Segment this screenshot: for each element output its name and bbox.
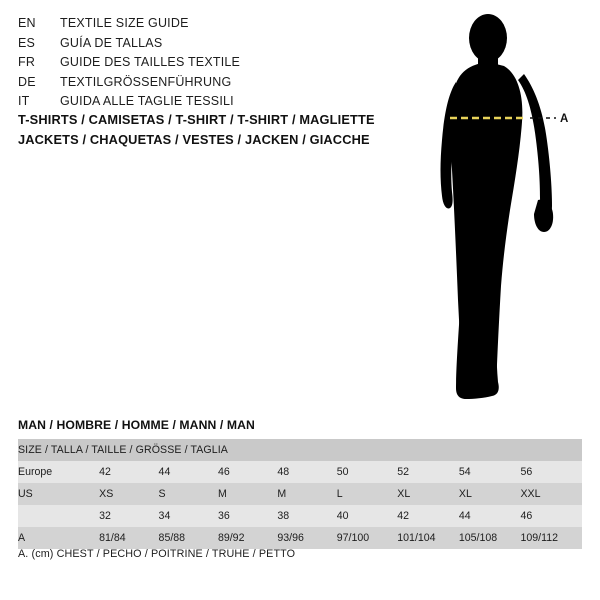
row-label: US	[18, 483, 99, 505]
row-cell: 52	[397, 461, 459, 483]
language-code: DE	[18, 74, 36, 89]
row-cell: S	[159, 483, 218, 505]
row-cell: 105/108	[459, 527, 521, 549]
row-cell: XL	[459, 483, 521, 505]
row-cell: 32	[99, 505, 158, 527]
language-text: GUÍA DE TALLAS	[60, 35, 163, 50]
language-code: IT	[18, 94, 30, 108]
table-header-spacer	[459, 439, 521, 461]
language-list	[18, 14, 348, 112]
language-row	[18, 34, 348, 54]
row-cell: 34	[159, 505, 218, 527]
measurement-label-a: A	[560, 113, 569, 125]
row-cell: L	[337, 483, 398, 505]
row-cell: 46	[218, 461, 277, 483]
table-row	[18, 483, 582, 505]
language-row	[18, 92, 348, 112]
language-row	[18, 53, 348, 73]
row-label: Europe	[18, 461, 99, 483]
table-header-spacer	[277, 439, 336, 461]
table-row	[18, 461, 582, 483]
language-text: GUIDE DES TAILLES TEXTILE	[60, 55, 241, 69]
row-cell: 46	[520, 505, 582, 527]
language-text: TEXTILGRÖSSENFÜHRUNG	[60, 74, 232, 89]
language-code: FR	[18, 55, 36, 69]
language-text: GUIDA ALLE TAGLIE TESSILI	[60, 94, 234, 108]
row-cell: 50	[337, 461, 398, 483]
row-cell: 93/96	[277, 527, 336, 549]
table-header-spacer	[520, 439, 582, 461]
silhouette-icon	[400, 10, 600, 410]
table-header-label: SIZE / TALLA / TAILLE / GRÖSSE / TAGLIA	[18, 439, 277, 461]
table-header-spacer	[397, 439, 459, 461]
row-cell: 40	[337, 505, 398, 527]
row-label	[18, 505, 99, 527]
row-cell: 54	[459, 461, 521, 483]
row-cell: 44	[459, 505, 521, 527]
table-title: MAN / HOMBRE / HOMME / MANN / MAN	[18, 418, 255, 432]
language-code: EN	[18, 16, 36, 30]
row-cell: XS	[99, 483, 158, 505]
row-cell: 38	[277, 505, 336, 527]
table-row	[18, 505, 582, 527]
footnote: A. (cm) CHEST / PECHO / POITRINE / TRUHE / PETTO	[18, 548, 296, 560]
language-row	[18, 14, 348, 34]
row-cell: 97/100	[337, 527, 398, 549]
row-cell: 42	[397, 505, 459, 527]
row-cell: XXL	[520, 483, 582, 505]
size-table-block	[18, 418, 582, 549]
row-label: A	[18, 527, 99, 549]
table-header-spacer	[337, 439, 398, 461]
row-cell: 42	[99, 461, 158, 483]
row-cell: 89/92	[218, 527, 277, 549]
row-cell: M	[218, 483, 277, 505]
row-cell: 109/112	[520, 527, 582, 549]
size-table	[18, 439, 582, 549]
table-row	[18, 527, 582, 549]
language-text: TEXTILE SIZE GUIDE	[60, 16, 189, 30]
row-cell: M	[277, 483, 336, 505]
language-code: ES	[18, 35, 36, 50]
row-cell: 85/88	[159, 527, 218, 549]
category-tshirts: T-SHIRTS / CAMISETAS / T-SHIRT / T-SHIRT / MAGLIETTE	[18, 112, 375, 127]
row-cell: 56	[520, 461, 582, 483]
row-cell: 44	[159, 461, 218, 483]
row-cell: XL	[397, 483, 459, 505]
language-row	[18, 73, 348, 93]
category-jackets: JACKETS / CHAQUETAS / VESTES / JACKEN / GIACCHE	[18, 132, 370, 147]
category-headings	[18, 110, 378, 150]
table-header-row	[18, 439, 582, 461]
row-cell: 48	[277, 461, 336, 483]
row-cell: 101/104	[397, 527, 459, 549]
male-silhouette-figure	[400, 10, 600, 410]
row-cell: 81/84	[99, 527, 158, 549]
row-cell: 36	[218, 505, 277, 527]
